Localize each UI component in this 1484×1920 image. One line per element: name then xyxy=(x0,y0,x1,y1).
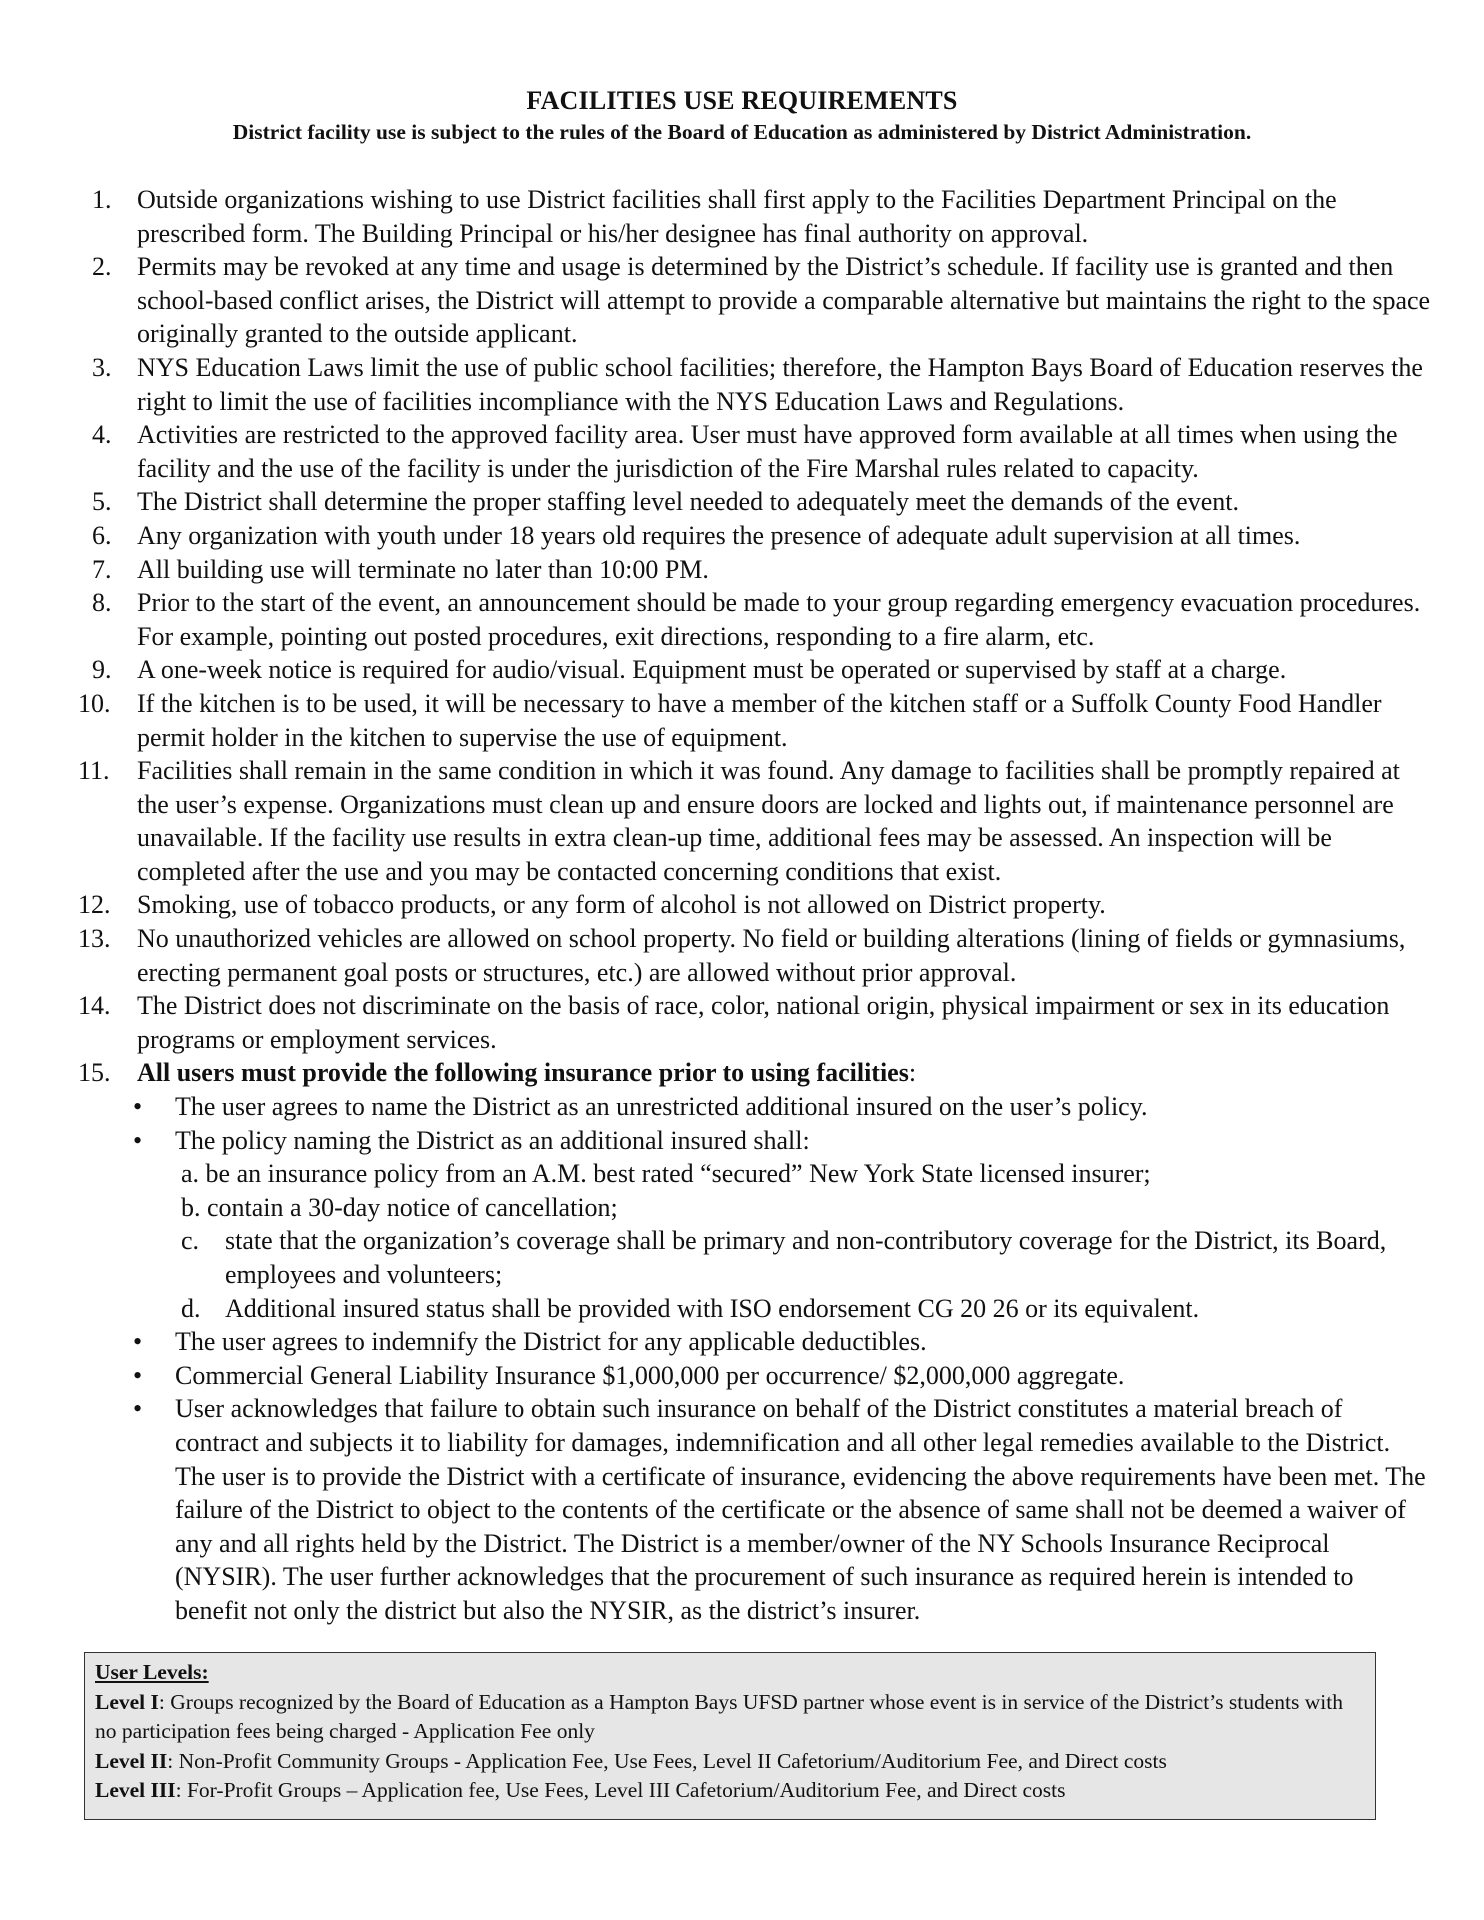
insurance-bullet-text: The policy naming the District as an additional insured shall: xyxy=(175,1125,810,1155)
policy-requirement xyxy=(175,1292,1432,1326)
rule-number: 12. xyxy=(78,890,111,920)
rule-item xyxy=(92,183,1432,250)
rule-number: 4. xyxy=(92,420,112,450)
requirements-list xyxy=(78,183,1432,1628)
rule-text: Smoking, use of tobacco products, or any form of alcohol is not allowed on District property. xyxy=(137,890,1106,920)
rule-text: If the kitchen is to be used, it will be necessary to have a member of the kitchen staff or a Suffolk County Food Handler permit holder in the kitchen to supervise the use of equipment. xyxy=(137,688,1382,752)
user-level-text: : For-Profit Groups – Application fee, Use Fees, Level III Cafetorium/Auditorium Fee, and Direct costs xyxy=(175,1778,1066,1802)
insurance-rule-item xyxy=(78,1056,1432,1627)
user-levels-box xyxy=(84,1652,1376,1820)
rule-number: 11. xyxy=(78,756,110,786)
rule-item xyxy=(92,250,1432,351)
rule-text: Any organization with youth under 18 years old requires the presence of adequate adult supervision at all times. xyxy=(137,520,1301,550)
rule-number: 5. xyxy=(92,487,112,517)
bullet-glyph: • xyxy=(133,1394,143,1424)
policy-requirement xyxy=(175,1191,1432,1225)
bullet-glyph: • xyxy=(133,1125,143,1155)
user-level-text: : Groups recognized by the Board of Education as a Hampton Bays UFSD partner whose event is in service of the District’s students with no participation fees being charged - Application Fee only xyxy=(95,1689,1343,1743)
sub-text: Additional insured status shall be provided with ISO endorsement CG 20 26 or its equivalent. xyxy=(225,1293,1200,1323)
rule-text: Facilities shall remain in the same condition in which it was found. Any damage to facilities shall be promptly repaired at the user’s expense. Organizations must clean up and ensure doors are locked and lights out, if maintenance personnel are unavailable. If the facility use results in extra clean-up time, additional fees may be assessed. An inspection will be completed after the use and you may be contacted concerning conditions that exist. xyxy=(137,756,1400,886)
user-level-label: Level III xyxy=(95,1778,176,1802)
rule-number: 10. xyxy=(78,688,111,718)
insurance-bullet xyxy=(133,1090,1432,1124)
insurance-bullet xyxy=(133,1392,1432,1627)
rule-item xyxy=(92,485,1432,519)
rule-number: 3. xyxy=(92,352,112,382)
bullet-glyph: • xyxy=(133,1327,143,1357)
policy-requirement xyxy=(175,1157,1432,1191)
rule-item xyxy=(92,418,1432,485)
rule-number: 1. xyxy=(92,185,112,214)
rule-item xyxy=(78,888,1432,922)
user-level-1 xyxy=(95,1688,1365,1747)
user-level-3 xyxy=(95,1776,1365,1806)
rule-item xyxy=(92,519,1432,553)
bullet-glyph: • xyxy=(133,1360,143,1390)
rule-text: The District shall determine the proper staffing level needed to adequately meet the demands of the event. xyxy=(137,487,1239,517)
rule-text: All building use will terminate no later than 10:00 PM. xyxy=(137,554,709,584)
rule-text: Permits may be revoked at any time and usage is determined by the District’s schedule. If facility use is granted and then school-based conflict arises, the District will attempt to provide a comparable alternative but maintains the right to the space originally granted to the outside applicant. xyxy=(137,252,1431,349)
insurance-bullet xyxy=(133,1359,1432,1393)
sub-text: be an insurance policy from an A.M. best rated “secured” New York State licensed insurer; xyxy=(205,1159,1151,1189)
rule-text: A one-week notice is required for audio/visual. Equipment must be operated or supervised by staff at a charge. xyxy=(137,655,1287,685)
policy-requirements-list xyxy=(175,1157,1432,1325)
insurance-bullet-text: Commercial General Liability Insurance $1,000,000 per occurrence/ $2,000,000 aggregate. xyxy=(175,1360,1125,1390)
rule-item xyxy=(78,989,1432,1056)
insurance-bullet xyxy=(133,1124,1432,1326)
rule-number: 14. xyxy=(78,991,111,1021)
insurance-bullet-text: User acknowledges that failure to obtain such insurance on behalf of the District constitutes a material breach of contract and subjects it to liability for damages, indemnification and all other legal remedies available to the District. The user is to provide the District with a certificate of insurance, evidencing the above requirements have been met. The failure of the District to object to the contents of the certificate or the absence of same shall not be deemed a waiver of any and all rights held by the District. The District is a member/owner of the NY Schools Insurance Reciprocal (NYSIR). The user further acknowledges that the procurement of such insurance as required herein is intended to benefit not only the district but also the NYSIR, as the district’s insurer. xyxy=(175,1394,1426,1625)
insurance-heading-colon: : xyxy=(908,1058,917,1088)
sub-text: state that the organization’s coverage shall be primary and non-contributory coverage for the District, its Board, employees and volunteers; xyxy=(225,1226,1387,1289)
rule-text: NYS Education Laws limit the use of public school facilities; therefore, the Hampton Bays Board of Education reserves the right to limit the use of facilities incompliance with the NYS Education Laws and Regulations. xyxy=(137,352,1423,416)
rule-item xyxy=(92,351,1432,418)
rule-item xyxy=(92,653,1432,687)
policy-requirement xyxy=(175,1224,1432,1291)
insurance-heading: All users must provide the following insurance prior to using facilities xyxy=(137,1058,909,1088)
rule-text: The District does not discriminate on the basis of race, color, national origin, physical impairment or sex in its education programs or employment services. xyxy=(137,991,1390,1054)
page-subtitle: District facility use is subject to the rules of the Board of Education as administered by District Administration. xyxy=(232,120,1252,144)
user-level-text: : Non-Profit Community Groups - Application Fee, Use Fees, Level II Cafetorium/Auditorium Fee, and Direct costs xyxy=(167,1748,1167,1773)
rule-number: 9. xyxy=(92,655,112,685)
rule-number: 7. xyxy=(92,554,112,584)
rule-number: 15. xyxy=(78,1058,111,1088)
rule-number: 6. xyxy=(92,520,112,550)
insurance-bullet-text: The user agrees to indemnify the District for any applicable deductibles. xyxy=(175,1327,927,1357)
user-levels-heading: User Levels: xyxy=(95,1660,209,1684)
rule-item xyxy=(92,586,1432,653)
rule-item xyxy=(78,687,1432,754)
insurance-bullet-list xyxy=(133,1090,1432,1628)
sub-letter: c. xyxy=(181,1226,200,1256)
rule-text: Activities are restricted to the approved facility area. User must have approved form available at all times when using the facility and the use of the facility is under the jurisdiction of the Fire Marshal rules related to capacity. xyxy=(137,420,1398,483)
sub-text: contain a 30-day notice of cancellation; xyxy=(207,1192,618,1222)
rule-item xyxy=(92,553,1432,587)
rule-number: 2. xyxy=(92,252,112,282)
bullet-glyph: • xyxy=(133,1092,143,1122)
rule-text: Outside organizations wishing to use District facilities shall first apply to the Facilities Department Principal on the prescribed form. The Building Principal or his/her designee has final authority on approval. xyxy=(137,185,1337,248)
sub-letter: d. xyxy=(181,1293,201,1323)
rule-item xyxy=(78,922,1432,989)
sub-letter: b. xyxy=(181,1192,201,1222)
rule-text: Prior to the start of the event, an announcement should be made to your group regarding emergency evacuation procedures. For example, pointing out posted procedures, exit directions, responding to a fire alarm, etc. xyxy=(137,588,1421,651)
page-title: FACILITIES USE REQUIREMENTS xyxy=(526,86,958,115)
user-level-label: Level I xyxy=(95,1689,159,1714)
user-level-2 xyxy=(95,1747,1365,1777)
rule-number: 8. xyxy=(92,588,112,618)
rule-text: No unauthorized vehicles are allowed on school property. No field or building alterations (lining of fields or gymnasiums, erecting permanent goal posts or structures, etc.) are allowed without prior approval. xyxy=(137,924,1406,987)
insurance-bullet-text: The user agrees to name the District as an unrestricted additional insured on the user’s policy. xyxy=(175,1092,1148,1122)
insurance-bullet xyxy=(133,1325,1432,1359)
sub-letter: a. xyxy=(181,1159,200,1189)
user-level-label: Level II xyxy=(95,1748,168,1773)
rule-item xyxy=(78,754,1432,888)
rule-number: 13. xyxy=(78,924,111,954)
